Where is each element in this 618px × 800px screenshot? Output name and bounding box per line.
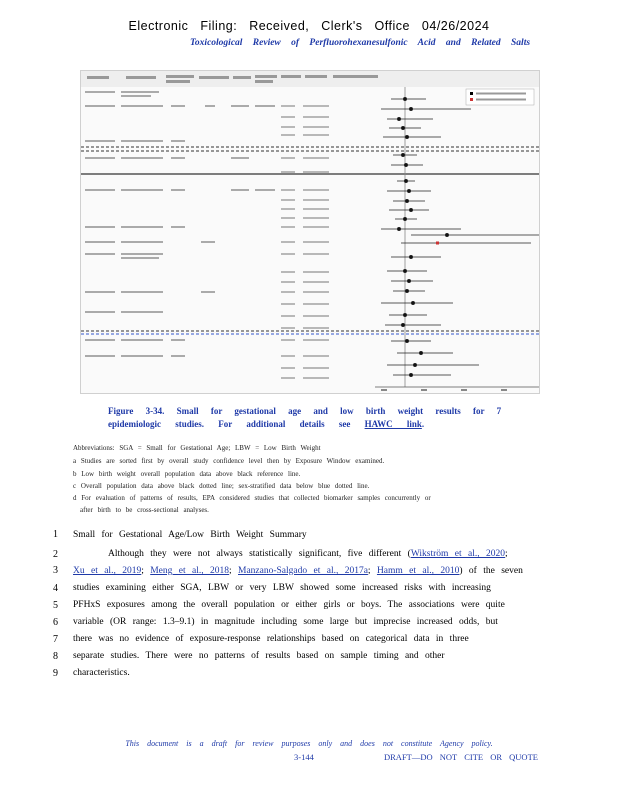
running-head: Toxicological Review of Perfluorohexanesulfonic Acid and Related Salts xyxy=(190,38,531,48)
line-number: 1 xyxy=(53,529,58,540)
figure-caption-line2 xyxy=(108,419,424,429)
abbreviations-note: Abbreviations: SGA = Small for Gestational Age; LBW = Low Birth Weight xyxy=(73,444,321,452)
line-number: 5 xyxy=(53,600,58,611)
citation-link-xu[interactable]: Xu et al., 2019 xyxy=(73,566,142,576)
filing-stamp: Electronic Filing: Received, Clerk's Office 04/26/2024 xyxy=(128,19,490,33)
body-line-6: variable (OR range: 1.3–9.1) in magnitude including some large but imprecise increased odds, but xyxy=(73,617,498,627)
hawc-link[interactable]: HAWC link xyxy=(364,419,422,429)
footnote-a: a Studies are sorted first by overall study confidence level then by Exposure Window examined. xyxy=(73,457,385,465)
line-number: 9 xyxy=(53,668,58,679)
figure-caption-text: epidemiologic studies. For additional details see xyxy=(108,419,351,429)
citation-link-meng[interactable]: Meng et al., 2018 xyxy=(150,566,229,576)
citation-link-hamm[interactable]: Hamm et al., 2010 xyxy=(376,566,460,576)
body-line-5: PFHxS exposures among the overall population or either girls or boys. The associations were quite xyxy=(73,600,505,610)
citation-link-wikstrom[interactable]: Wikström et al., 2020 xyxy=(410,549,506,559)
line-number: 6 xyxy=(53,617,58,628)
footnote-d: d For evaluation of patterns of results, EPA considered studies that collected biomarker samples concurrently or xyxy=(73,494,431,502)
footnote-d-cont: after birth to be cross-sectional analyses. xyxy=(80,506,209,514)
line-number: 4 xyxy=(53,583,58,594)
figure-caption-line1: Figure 3-34. Small for gestational age and low birth weight results for 7 xyxy=(108,406,502,416)
forest-plot-image xyxy=(81,71,539,393)
body-text: ) of the seven xyxy=(459,566,523,576)
footnote-b: b Low birth weight overall population data above black reference line. xyxy=(73,470,301,478)
body-text: Although they were not always statistically significant, five different ( xyxy=(108,549,411,559)
body-line-2 xyxy=(108,549,548,559)
forest-plot-figure xyxy=(80,70,540,394)
footnote-c: c Overall population data above black dotted line; sex-stratified data below blue dotted line. xyxy=(73,482,370,490)
line-number: 7 xyxy=(53,634,58,645)
body-line-3: Xu et al., 2019; Meng et al., 2018; Manzano-Salgado et al., 2017a; Hamm et al., 2010) of the seven xyxy=(73,566,523,576)
body-line-4: studies examining either SGA, LBW or very LBW showed some increased risks with increasing xyxy=(73,583,491,593)
line-number: 3 xyxy=(53,565,58,576)
section-heading: Small for Gestational Age/Low Birth Weight Summary xyxy=(73,530,307,540)
line-number: 8 xyxy=(53,651,58,662)
line-number: 2 xyxy=(53,549,58,560)
draft-notice: DRAFT—DO NOT CITE OR QUOTE xyxy=(384,752,538,762)
figure-caption-end: . xyxy=(421,419,425,429)
body-line-8: separate studies. There were no patterns of results based on sample timing and other xyxy=(73,651,445,661)
body-line-7: there was no evidence of exposure-response relationships based on categorical data in three xyxy=(73,634,469,644)
draft-disclaimer: This document is a draft for review purposes only and does not constitute Agency policy. xyxy=(125,739,493,748)
body-text: ; xyxy=(505,549,508,559)
citation-link-manzano[interactable]: Manzano-Salgado et al., 2017a xyxy=(238,566,368,576)
page-number: 3-144 xyxy=(294,752,314,762)
body-line-9: characteristics. xyxy=(73,668,130,678)
